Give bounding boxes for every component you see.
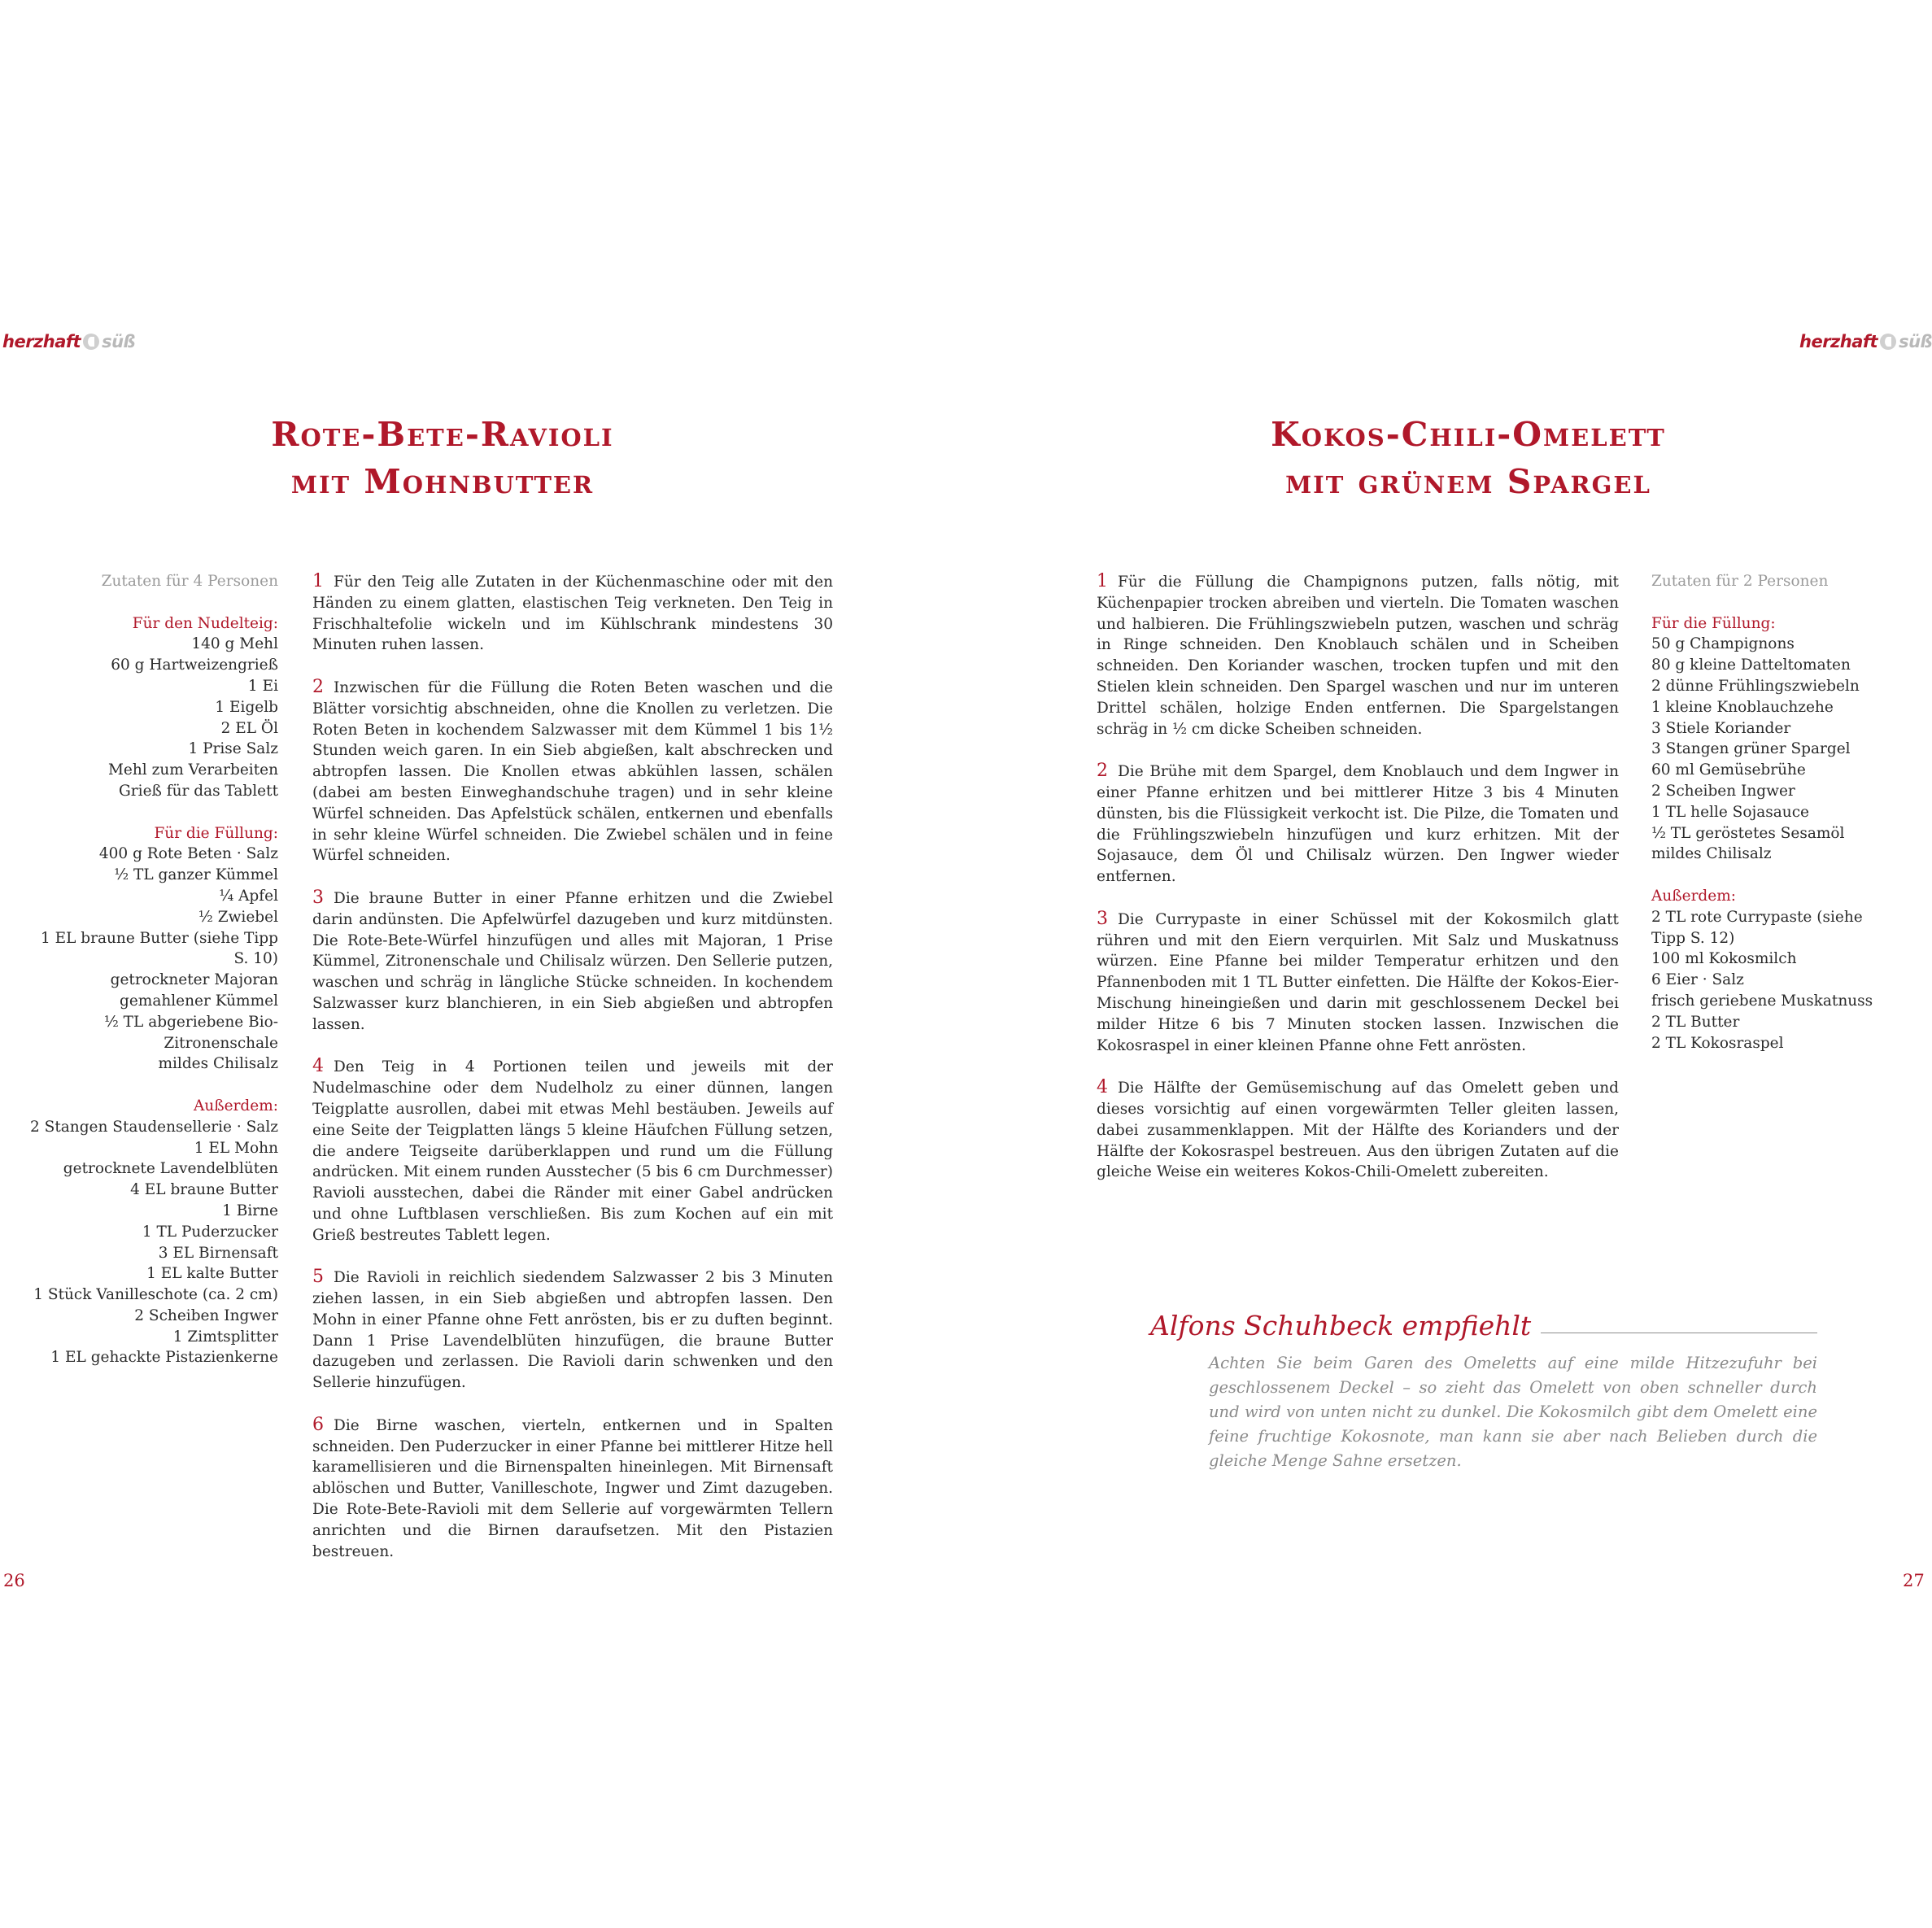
ingredient-item: 2 TL rote Currypaste (siehe	[1651, 908, 1863, 926]
ingredient-item: 4 EL braune Butter	[130, 1181, 278, 1199]
method-step	[1097, 571, 1619, 739]
ingredient-item: 3 Stiele Koriander	[1651, 719, 1791, 737]
step-text: Die Ravioli in reichlich siedendem Salzwasser 2 bis 3 Minuten ziehen lassen, in ein Sieb abgießen und abtropfen lassen. Den Mohn in einer Pfanne ohne Fett anrösten, bis er zu duften beginnt. Dann 1 Prise Lavendelblüten hinzufügen, die braune Butter dazugeben und zerlassen. Die Ravioli darin schwenken und den Sellerie hinzufügen.	[312, 1269, 833, 1392]
ingredient-item: 2 dünne Frühlingszwiebeln	[1651, 677, 1860, 695]
step-text: Die Currypaste in einer Schüssel mit der Kokosmilch glatt rühren und mit den Eiern verquirlen. Mit Salz und Muskatnuss würzen. Eine Pfanne bei milder Temperatur erhitzen und den Pfannenboden mit 1 TL Butter einfetten. Die Hälfte der Kokos-Eier-Mischung hineingießen und darin mit geschlossenem Deckel bei milder Hitze 6 bis 7 Minuten stocken lassen. Inzwischen die Kokosraspel in einer kleinen Pfanne ohne Fett anrösten.	[1097, 910, 1619, 1054]
ingredient-item: Zitronenschale	[164, 1034, 278, 1052]
method-step	[1097, 909, 1619, 1057]
left-page	[0, 0, 964, 1928]
servings-header: Zutaten für 2 Personen	[1651, 573, 1829, 590]
ingredient-item: 3 EL Birnensaft	[158, 1244, 278, 1262]
ingredient-item: 2 TL Kokosraspel	[1651, 1034, 1784, 1052]
ingredient-item: ½ TL geröstetes Sesamöl	[1651, 824, 1845, 842]
ingredient-item: ½ Zwiebel	[198, 908, 278, 926]
ingredient-item: S. 10)	[233, 950, 278, 968]
step-text: Für die Füllung die Champignons putzen, falls nötig, mit Küchenpapier trocken abreiben und vierteln. Die Tomaten waschen und halbieren. Die Frühlingszwiebeln putzen, waschen und schräg in Ringe schneiden. Den Knoblauch schälen und in Scheiben schneiden. Den Koriander waschen, trocken tupfen und mit den Stielen klein schneiden. Den Spargel waschen und nur im unteren Drittel schälen, holzige Enden entfernen. Die Spargelstangen schräg in ½ cm dicke Scheiben schneiden.	[1097, 574, 1619, 738]
brand-logo	[2, 332, 135, 351]
logo-text-herzhaft: herzhaft	[2, 332, 81, 351]
method-steps	[312, 571, 833, 1583]
ingredient-item: 60 g Hartweizengrieß	[111, 656, 278, 674]
ingredient-item: ½ TL abgeriebene Bio-	[103, 1013, 278, 1031]
ingredient-item: 400 g Rote Beten · Salz	[98, 845, 278, 863]
ingredient-item: getrockneter Majoran	[110, 971, 278, 989]
ingredient-item: 1 EL Mohn	[194, 1139, 278, 1157]
step-text: Die Brühe mit dem Spargel, dem Knoblauch und dem Ingwer in einer Pfanne erhitzen und bei mittlerer Hitze 3 bis 4 Minuten dünsten, bis die Flüssigkeit verkocht ist. Die Pilze, die Tomaten und die Frühlingszwiebeln hinzufügen und kurz erhitzen. Mit der Sojasauce, dem Öl und Chilisalz würzen. Den Ingwer wieder entfernen.	[1097, 763, 1619, 886]
ingredient-item: 2 TL Butter	[1651, 1013, 1740, 1031]
ingredient-item: getrocknete Lavendelblüten	[63, 1160, 278, 1178]
ingredient-item: 80 g kleine Datteltomaten	[1651, 656, 1851, 674]
ingredient-item: 1 EL kalte Butter	[146, 1265, 278, 1283]
ingredient-item: 2 EL Öl	[220, 719, 278, 737]
recipe-title-line1: Kokos-Chili-Omelett	[1271, 415, 1666, 454]
ingredient-item: 50 g Champignons	[1651, 635, 1795, 653]
ingredient-item: 2 Scheiben Ingwer	[134, 1306, 278, 1324]
step-text: Die braune Butter in einer Pfanne erhitzen und die Zwiebel darin andünsten. Die Apfelwürfel dazugeben und kurz mitdünsten. Die Rote-Bete-Würfel hinzufügen und alles mit Majoran, 1 Prise Kümmel, Zitronenschale und Chilisalz würzen. Den Sellerie putzen, waschen und schräg in längliche Stücke schneiden. In kochendem Salzwasser kurz blanchieren, in ein Sieb abgießen und abtropfen lassen.	[312, 889, 833, 1033]
step-number: 3	[1097, 908, 1108, 929]
ingredient-item: 1 Prise Salz	[188, 740, 278, 758]
method-step	[312, 1056, 833, 1245]
ingredient-item: 2 Scheiben Ingwer	[1651, 782, 1795, 800]
method-steps	[1097, 571, 1619, 1204]
ingredient-item: 1 EL gehackte Pistazienkerne	[50, 1349, 278, 1367]
method-step	[312, 571, 833, 656]
brand-logo	[1799, 332, 1932, 351]
step-text: Die Birne waschen, vierteln, entkernen und in Spalten schneiden. Den Puderzucker in einer Pfanne bei mittlerer Hitze hell karamellisieren und die Birnenspalten hineinlegen. Mit Birnensaft ablöschen und Butter, Vanilleschote, Ingwer und Zimt dazugeben. Die Rote-Bete-Ravioli mit dem Sellerie auf vorgewärmten Tellern anrichten und die Birnen daraufsetzen. Mit den Pistazien bestreuen.	[312, 1416, 833, 1560]
step-number: 3	[312, 887, 324, 908]
logo-mark-icon	[1880, 334, 1896, 350]
ingredient-item: 1 Birne	[222, 1202, 278, 1219]
ingredient-item: 140 g Mehl	[191, 635, 278, 653]
page-number: 27	[1903, 1571, 1925, 1590]
logo-text-suess: süß	[102, 332, 136, 351]
ingredient-item: 1 EL braune Butter (siehe Tipp	[40, 929, 278, 947]
chef-tip-box	[1150, 1310, 1817, 1473]
method-step	[312, 888, 833, 1036]
step-text: Für den Teig alle Zutaten in der Küchenmaschine oder mit den Händen zu einem glatten, elastischen Teig verkneten. Den Teig in Frischhaltefolie wickeln und im Kühlschrank mindestens 30 Minuten ruhen lassen.	[312, 574, 833, 654]
method-step	[312, 1267, 833, 1394]
step-number: 2	[312, 676, 324, 697]
ingredient-item: 1 Eigelb	[215, 698, 278, 716]
method-step	[312, 1415, 833, 1563]
ingredient-group-title: Außerdem:	[194, 1097, 278, 1114]
ingredient-item: 1 TL helle Sojasauce	[1651, 803, 1810, 821]
recipe-title-line1: Rote-Bete-Ravioli	[271, 415, 614, 454]
step-number: 5	[312, 1267, 324, 1288]
recipe-title	[1200, 411, 1737, 505]
step-text: Die Hälfte der Gemüsemischung auf das Omelett geben und dieses vorsichtig auf einen vorgewärmten Teller gleiten lassen, dabei zusammenklappen. Mit der Hälfte des Korianders und der Hälfte der Kokosraspel bestreuen. Aus den übrigen Zutaten auf die gleiche Weise ein weiteres Kokos-Chili-Omelett zubereiten.	[1097, 1080, 1619, 1181]
step-number: 4	[312, 1056, 324, 1077]
method-step	[1097, 1077, 1619, 1183]
ingredient-item: mildes Chilisalz	[1651, 845, 1772, 863]
chef-tip-title: Alfons Schuhbeck empfiehlt	[1150, 1310, 1532, 1341]
recipe-title-line2: mit Mohnbutter	[290, 462, 595, 501]
logo-text-herzhaft: herzhaft	[1799, 332, 1878, 351]
servings-header: Zutaten für 4 Personen	[101, 573, 278, 590]
step-number: 1	[312, 571, 324, 591]
ingredient-group-title: Für die Füllung:	[154, 824, 278, 842]
ingredient-item: 1 Zimtsplitter	[172, 1328, 278, 1346]
ingredient-item: ¼ Apfel	[219, 887, 278, 905]
step-text: Den Teig in 4 Portionen teilen und jeweils mit der Nudelmaschine oder dem Nudelholz zu einer dünnen, langen Teigplatte ausrollen, dabei mit etwas Mehl bestäuben. Jeweils auf eine Seite der Teigplatten längs 5 kleine Häufchen Füllung setzen, die andere Teigseite darüberklappen und rund um die Füllung andrücken. Mit einem runden Ausstecher (5 bis 6 cm Durchmesser) Ravioli ausstechen, dabei die Ränder mit einer Gabel andrücken und ohne Luftblasen verschließen. Bis zum Kochen auf ein mit Grieß bestreutes Tablett legen.	[312, 1058, 833, 1244]
ingredients-list	[29, 571, 278, 1368]
ingredients-list	[1651, 571, 1912, 1053]
step-number: 4	[1097, 1077, 1108, 1098]
ingredient-item: 60 ml Gemüsebrühe	[1651, 761, 1806, 779]
ingredient-item: 6 Eier · Salz	[1651, 971, 1744, 989]
ingredient-item: mildes Chilisalz	[158, 1055, 278, 1073]
chef-tip-heading	[1150, 1310, 1817, 1341]
chef-tip-text: Achten Sie beim Garen des Omeletts auf eine milde Hitzezufuhr bei geschlossenem Deckel – so zieht das Omelett von oben schneller durch und wird von unten nicht zu dunkel. Die Kokosmilch gibt dem Omelett eine feine fruchtige Kokosnote, man kann sie aber nach Belieben durch die gleiche Menge Sahne ersetzen.	[1209, 1354, 1817, 1470]
ingredient-group-title: Für den Nudelteig:	[132, 614, 278, 632]
ingredient-group-title: Außerdem:	[1651, 887, 1736, 905]
step-text: Inzwischen für die Füllung die Roten Beten waschen und die Blätter vorsichtig abschneiden, ohne die Knollen zu verletzen. Die Roten Beten in kochendem Salzwasser mit dem Kümmel 1 bis 1½ Stunden weich garen. In ein Sieb abgießen, kalt abschrecken und abtropfen lassen. Die Knollen etwas abkühlen lassen, schälen (dabei am besten Einweghandschuhe tragen) und in sehr kleine Würfel schneiden. Das Apfelstück schälen, entkernen und ebenfalls in sehr kleine Würfel schneiden. Die Zwiebel schälen und in feine Würfel schneiden.	[312, 678, 833, 865]
recipe-title-line2: mit grünem Spargel	[1285, 462, 1651, 501]
ingredient-item: 1 kleine Knoblauchzehe	[1651, 698, 1834, 716]
page-number: 26	[3, 1571, 25, 1590]
method-step	[1097, 761, 1619, 888]
method-step	[312, 677, 833, 866]
ingredient-item: gemahlener Kümmel	[119, 992, 278, 1010]
ingredient-item: Tipp S. 12)	[1651, 929, 1735, 947]
ingredient-item: 3 Stangen grüner Spargel	[1651, 740, 1851, 758]
ingredient-item: Grieß für das Tablett	[119, 782, 278, 800]
ingredient-item: 1 TL Puderzucker	[142, 1223, 278, 1241]
recipe-title	[114, 411, 771, 505]
ingredient-item: frisch geriebene Muskatnuss	[1651, 992, 1873, 1010]
ingredient-item: ½ TL ganzer Kümmel	[114, 866, 278, 884]
ingredient-item: 100 ml Kokosmilch	[1651, 950, 1797, 968]
ingredient-item: 1 Stück Vanilleschote (ca. 2 cm)	[33, 1286, 278, 1304]
ingredient-group-title: Für die Füllung:	[1651, 614, 1776, 632]
logo-mark-icon	[83, 334, 99, 350]
step-number: 1	[1097, 571, 1108, 591]
ingredient-item: 2 Stangen Staudensellerie · Salz	[30, 1118, 278, 1136]
step-number: 6	[312, 1414, 324, 1435]
ingredient-item: 1 Ei	[247, 677, 278, 695]
ingredient-item: Mehl zum Verarbeiten	[107, 761, 278, 779]
step-number: 2	[1097, 761, 1108, 782]
logo-text-suess: süß	[1899, 332, 1932, 351]
